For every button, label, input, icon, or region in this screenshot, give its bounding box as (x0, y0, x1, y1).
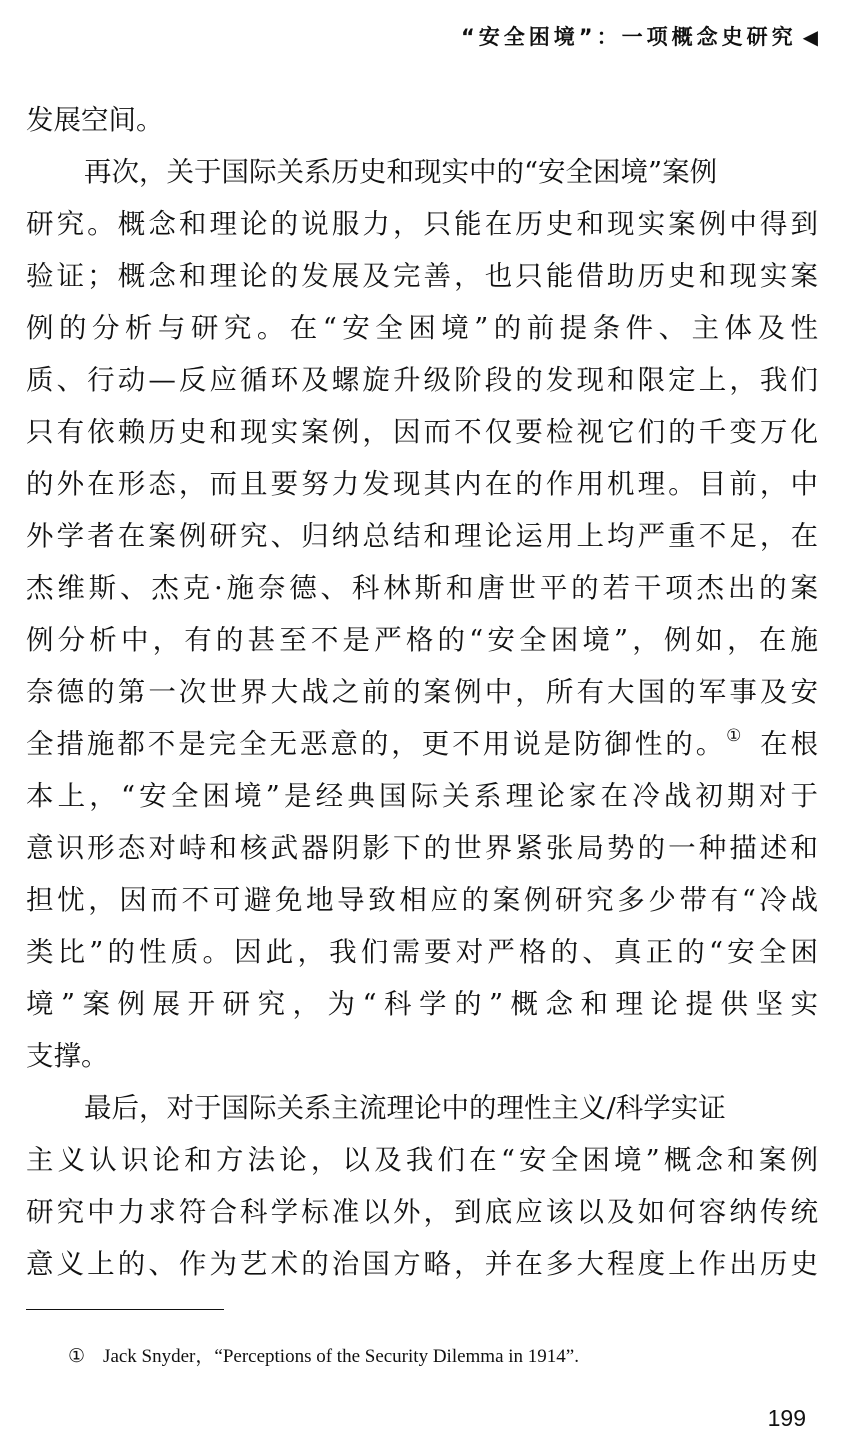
text-line: 外学者在案例研究、归纳总结和理论运用上均严重不足，在 (26, 520, 818, 552)
text-line: 的外在形态，而且要努力发现其内在的作用机理。目前，中 (26, 468, 818, 500)
text-line: 意义上的、作为艺术的治国方略，并在多大程度上作出历史 (26, 1248, 818, 1280)
text-line: 再次，关于国际关系历史和现实中的“安全困境”案例 (84, 156, 718, 188)
text-line: 例的分析与研究。在“安全困境”的前提条件、主体及性 (26, 312, 818, 344)
text-line: 本上，“安全困境”是经典国际关系理论家在冷战初期对于 (26, 780, 818, 812)
text-segment: 全措施都不是完全无恶意的，更不用说是防御性的。 (26, 728, 727, 760)
text-line: 杰维斯、杰克·施奈德、科林斯和唐世平的若干项杰出的案 (26, 572, 818, 604)
body-text (26, 94, 818, 1290)
footnote-divider (26, 1309, 224, 1310)
text-segment: 在根 (760, 728, 818, 760)
text-line-with-footnote (26, 718, 818, 770)
text-line: 最后，对于国际关系主流理论中的理性主义/科学实证 (84, 1092, 726, 1124)
text-line: 例分析中，有的甚至不是严格的“安全困境”，例如，在施 (26, 624, 818, 656)
text-line: 质、行动—反应循环及螺旋升级阶段的发现和限定上，我们 (26, 364, 818, 396)
footnote-text: Jack Snyder，“Perceptions of the Security Dilemma in 1914”. (103, 1346, 579, 1367)
text-line: 研究。概念和理论的说服力，只能在历史和现实案例中得到 (26, 208, 818, 240)
running-title: “安全困境”：一项概念史研究 (461, 25, 797, 49)
text-line: 主义认识论和方法论，以及我们在“安全困境”概念和案例 (26, 1144, 818, 1176)
text-line: 意识形态对峙和核武器阴影下的世界紧张局势的一种描述和 (26, 832, 818, 864)
footnote-reference[interactable]: ① (726, 726, 745, 746)
text-line: 奈德的第一次世界大战之前的案例中，所有大国的军事及安 (26, 676, 818, 708)
text-line: 研究中力求符合科学标准以外，到底应该以及如何容纳传统 (26, 1196, 818, 1228)
page-number: 199 (767, 1405, 806, 1431)
text-line: 类比”的性质。因此，我们需要对严格的、真正的“安全困 (26, 936, 818, 968)
triangle-left-icon: ◀ (802, 25, 818, 49)
text-line: 担忧，因而不可避免地导致相应的案例研究多少带有“冷战 (26, 884, 818, 916)
running-header (461, 22, 818, 52)
text-line: 只有依赖历史和现实案例，因而不仅要检视它们的千变万化 (26, 416, 818, 448)
text-line: 发展空间。 (26, 104, 164, 136)
text-line: 验证；概念和理论的发展及完善，也只能借助历史和现实案 (26, 260, 818, 292)
footnote (68, 1343, 579, 1371)
text-line: 境”案例展开研究，为“科学的”概念和理论提供坚实 (26, 988, 818, 1020)
text-line: 支撑。 (26, 1040, 109, 1072)
footnote-mark: ① (68, 1346, 86, 1367)
